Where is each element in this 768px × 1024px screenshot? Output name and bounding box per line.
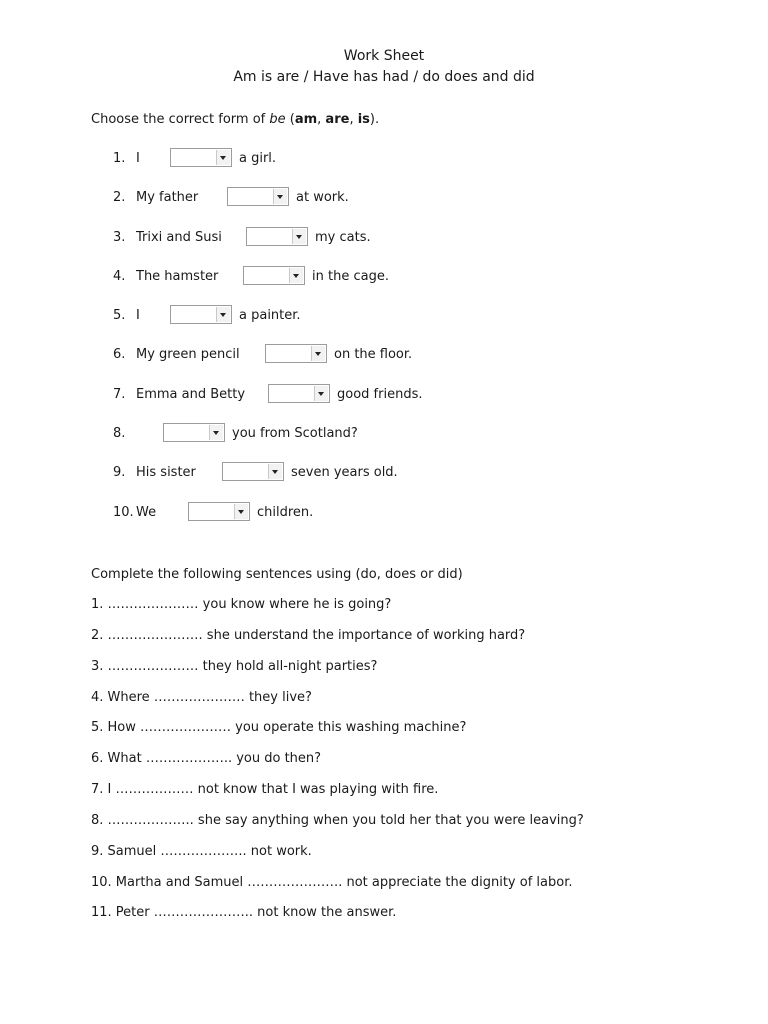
instr-comma: , [349,112,358,127]
question-rest: in the cage. [312,269,389,284]
sentence-line: 11. Peter ………………….. not know the answer. [91,905,397,920]
question-rest: seven years old. [291,465,398,480]
question-row [0,227,768,249]
sentence-line: 1. ………………… you know where he is going? [91,597,392,612]
question-subject: We [136,505,157,520]
question-number: 2. [113,190,126,205]
question-number: 1. [113,151,126,166]
answer-dropdown[interactable] [188,502,250,521]
answer-dropdown[interactable] [268,384,330,403]
question-rest: a girl. [239,151,277,166]
question-rest: my cats. [315,230,371,245]
question-subject: My father [136,190,199,205]
question-subject: Emma and Betty [136,387,246,402]
question-number: 9. [113,465,126,480]
section1-instruction [91,112,379,127]
question-row [0,462,768,484]
instr-are: are [325,112,350,127]
question-row [0,187,768,209]
instr-is: is [357,112,370,127]
dropdown-arrow-icon[interactable] [292,229,306,244]
question-row [0,305,768,327]
sentence-line: 6. What ……………….. you do then? [91,751,322,766]
question-subject: The hamster [136,269,219,284]
question-rest: you from Scotland? [232,426,358,441]
dropdown-arrow-icon[interactable] [268,464,282,479]
instr-am: am [294,112,318,127]
worksheet-title: Work Sheet [343,48,425,64]
instr-be: be [269,112,286,127]
question-rest: at work. [296,190,349,205]
question-row [0,266,768,288]
question-row [0,423,768,445]
dropdown-arrow-icon[interactable] [289,268,303,283]
sentence-line: 2. …………………. she understand the importance of working hard? [91,628,526,643]
instr-close: ). [369,112,380,127]
answer-dropdown[interactable] [170,148,232,167]
instr-open: ( [285,112,295,127]
question-row [0,502,768,524]
dropdown-arrow-icon[interactable] [209,425,223,440]
question-rest: on the floor. [334,347,413,362]
sentence-line: 10. Martha and Samuel …………………. not appreciate the dignity of labor. [91,875,573,890]
question-number: 8. [113,426,126,441]
question-rest: children. [257,505,314,520]
question-subject: I [136,308,140,323]
question-rest: a painter. [239,308,301,323]
answer-dropdown[interactable] [222,462,284,481]
question-rest: good friends. [337,387,423,402]
instr-comma: , [317,112,326,127]
question-number: 4. [113,269,126,284]
question-row [0,344,768,366]
answer-dropdown[interactable] [246,227,308,246]
dropdown-arrow-icon[interactable] [234,504,248,519]
dropdown-arrow-icon[interactable] [311,346,325,361]
sentence-line: 9. Samuel ……………….. not work. [91,844,312,859]
question-subject: My green pencil [136,347,240,362]
question-number: 3. [113,230,126,245]
sentence-line: 8. ……………….. she say anything when you told her that you were leaving? [91,813,584,828]
dropdown-arrow-icon[interactable] [216,150,230,165]
sentence-line: 3. ………………… they hold all-night parties? [91,659,378,674]
dropdown-arrow-icon[interactable] [216,307,230,322]
question-row [0,148,768,170]
question-subject: Trixi and Susi [136,230,222,245]
question-number: 5. [113,308,126,323]
dropdown-arrow-icon[interactable] [314,386,328,401]
question-subject: His sister [136,465,196,480]
question-number: 10. [113,505,134,520]
question-number: 7. [113,387,126,402]
question-subject: I [136,151,140,166]
answer-dropdown[interactable] [243,266,305,285]
question-row [0,384,768,406]
answer-dropdown[interactable] [265,344,327,363]
answer-dropdown[interactable] [227,187,289,206]
question-number: 6. [113,347,126,362]
worksheet-subtitle: Am is are / Have has had / do does and did [233,69,535,85]
sentence-line: 7. I ……………… not know that I was playing with fire. [91,782,439,797]
sentence-line: 4. Where ………………… they live? [91,690,312,705]
instr-prefix: Choose the correct form of [91,112,270,127]
dropdown-arrow-icon[interactable] [273,189,287,204]
sentence-line: 5. How ………………… you operate this washing machine? [91,720,467,735]
answer-dropdown[interactable] [170,305,232,324]
section2-heading: Complete the following sentences using (do, does or did) [91,567,463,582]
answer-dropdown[interactable] [163,423,225,442]
